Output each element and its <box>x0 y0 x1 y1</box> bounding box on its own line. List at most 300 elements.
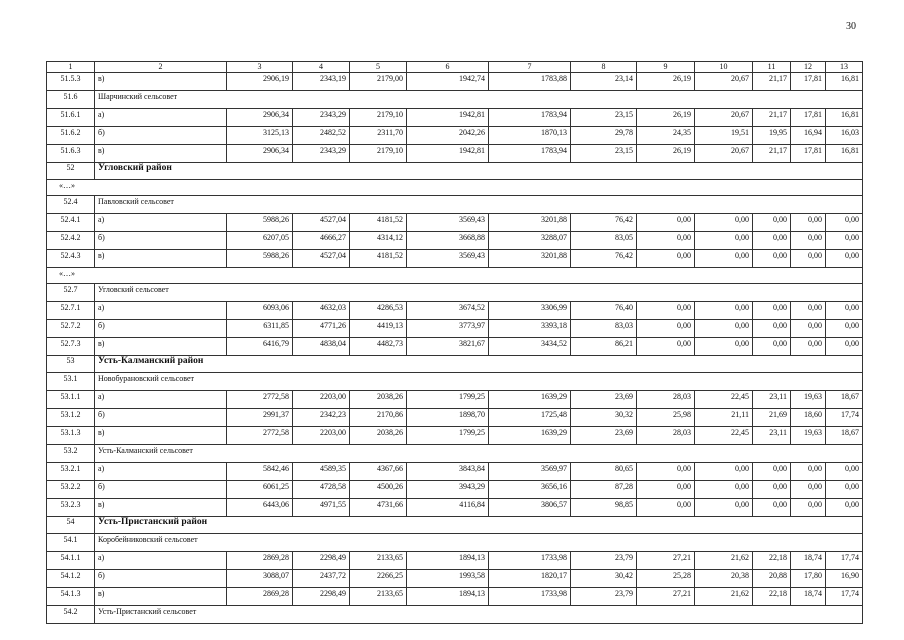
section-row <box>47 284 863 302</box>
value-cell: 2179,10 <box>350 109 407 127</box>
section-code: 54.2 <box>47 606 95 624</box>
value-cell: 18,67 <box>826 391 863 409</box>
value-cell: 27,21 <box>637 552 695 570</box>
value-cell: 16,90 <box>826 570 863 588</box>
value-cell: 21,17 <box>753 73 791 91</box>
value-cell: 0,00 <box>637 320 695 338</box>
value-cell: 21,62 <box>695 552 753 570</box>
column-header: 1 <box>47 62 95 73</box>
value-cell: 0,00 <box>791 499 826 517</box>
value-cell: 3569,43 <box>407 250 489 268</box>
value-cell: 29,78 <box>571 127 637 145</box>
value-cell: 76,42 <box>571 250 637 268</box>
value-cell: 2266,25 <box>350 570 407 588</box>
district-name: Усть-Пристанский район <box>95 517 863 534</box>
value-cell: 22,45 <box>695 391 753 409</box>
value-cell: 5988,26 <box>227 214 293 232</box>
value-cell: 0,00 <box>753 302 791 320</box>
value-cell: 21,69 <box>753 409 791 427</box>
value-cell: 16,81 <box>826 145 863 163</box>
value-cell: 28,03 <box>637 391 695 409</box>
row-code: 52.4.1 <box>47 214 95 232</box>
value-cell: 6416,79 <box>227 338 293 356</box>
value-cell: 22,18 <box>753 588 791 606</box>
table-row <box>47 109 863 127</box>
table-row <box>47 499 863 517</box>
row-label: а) <box>95 302 227 320</box>
value-cell: 17,74 <box>826 409 863 427</box>
row-label: а) <box>95 552 227 570</box>
value-cell: 0,00 <box>791 320 826 338</box>
value-cell: 0,00 <box>753 214 791 232</box>
district-code: 52 <box>47 163 95 180</box>
value-cell: 0,00 <box>695 481 753 499</box>
row-code: 52.7.2 <box>47 320 95 338</box>
value-cell: 3201,88 <box>489 250 571 268</box>
value-cell: 2906,19 <box>227 73 293 91</box>
value-cell: 4838,04 <box>293 338 350 356</box>
row-code: 53.1.2 <box>47 409 95 427</box>
value-cell: 1820,17 <box>489 570 571 588</box>
value-cell: 3393,18 <box>489 320 571 338</box>
section-name: Шарчинский сельсовет <box>95 91 863 109</box>
value-cell: 30,32 <box>571 409 637 427</box>
value-cell: 2133,65 <box>350 552 407 570</box>
table-row <box>47 232 863 250</box>
value-cell: 17,80 <box>791 570 826 588</box>
column-header: 10 <box>695 62 753 73</box>
value-cell: 28,03 <box>637 427 695 445</box>
value-cell: 19,63 <box>791 427 826 445</box>
value-cell: 23,69 <box>571 427 637 445</box>
value-cell: 87,28 <box>571 481 637 499</box>
ellipsis-row <box>47 268 863 284</box>
value-cell: 2179,10 <box>350 145 407 163</box>
value-cell: 2343,29 <box>293 145 350 163</box>
row-code: 53.1.3 <box>47 427 95 445</box>
value-cell: 3674,52 <box>407 302 489 320</box>
value-cell: 22,18 <box>753 552 791 570</box>
row-label: в) <box>95 73 227 91</box>
row-code: 52.4.3 <box>47 250 95 268</box>
value-cell: 1799,25 <box>407 427 489 445</box>
row-label: в) <box>95 499 227 517</box>
column-header: 9 <box>637 62 695 73</box>
value-cell: 4116,84 <box>407 499 489 517</box>
value-cell: 4419,13 <box>350 320 407 338</box>
value-cell: 6311,85 <box>227 320 293 338</box>
value-cell: 76,42 <box>571 214 637 232</box>
value-cell: 0,00 <box>753 338 791 356</box>
row-label: а) <box>95 109 227 127</box>
value-cell: 4666,27 <box>293 232 350 250</box>
value-cell: 0,00 <box>695 463 753 481</box>
value-cell: 86,21 <box>571 338 637 356</box>
value-cell: 16,81 <box>826 73 863 91</box>
value-cell: 0,00 <box>826 481 863 499</box>
value-cell: 2311,70 <box>350 127 407 145</box>
value-cell: 80,65 <box>571 463 637 481</box>
value-cell: 1993,58 <box>407 570 489 588</box>
row-label: б) <box>95 127 227 145</box>
value-cell: 0,00 <box>695 320 753 338</box>
value-cell: 0,00 <box>637 499 695 517</box>
value-cell: 0,00 <box>637 250 695 268</box>
row-label: в) <box>95 250 227 268</box>
value-cell: 2038,26 <box>350 391 407 409</box>
value-cell: 3806,57 <box>489 499 571 517</box>
value-cell: 0,00 <box>791 463 826 481</box>
row-code: 54.1.1 <box>47 552 95 570</box>
value-cell: 4314,12 <box>350 232 407 250</box>
value-cell: 83,05 <box>571 232 637 250</box>
row-label: в) <box>95 427 227 445</box>
value-cell: 4728,58 <box>293 481 350 499</box>
district-name: Угловский район <box>95 163 863 180</box>
section-name: Коробейниковский сельсовет <box>95 534 863 552</box>
value-cell: 2772,58 <box>227 391 293 409</box>
value-cell: 3668,88 <box>407 232 489 250</box>
section-row <box>47 373 863 391</box>
column-header: 6 <box>407 62 489 73</box>
value-cell: 6443,06 <box>227 499 293 517</box>
value-cell: 0,00 <box>753 499 791 517</box>
value-cell: 3569,43 <box>407 214 489 232</box>
value-cell: 2869,28 <box>227 588 293 606</box>
value-cell: 20,67 <box>695 109 753 127</box>
value-cell: 2133,65 <box>350 588 407 606</box>
value-cell: 23,11 <box>753 427 791 445</box>
row-code: 53.2.1 <box>47 463 95 481</box>
value-cell: 1898,70 <box>407 409 489 427</box>
value-cell: 0,00 <box>695 250 753 268</box>
header-row <box>47 62 863 73</box>
row-code: 53.2.3 <box>47 499 95 517</box>
district-name: Усть-Калманский район <box>95 356 863 373</box>
section-row <box>47 534 863 552</box>
value-cell: 0,00 <box>695 232 753 250</box>
column-header: 7 <box>489 62 571 73</box>
column-header: 3 <box>227 62 293 73</box>
value-cell: 16,94 <box>791 127 826 145</box>
row-code: 52.4.2 <box>47 232 95 250</box>
value-cell: 4731,66 <box>350 499 407 517</box>
value-cell: 24,35 <box>637 127 695 145</box>
value-cell: 0,00 <box>791 214 826 232</box>
value-cell: 2343,29 <box>293 109 350 127</box>
district-row <box>47 356 863 373</box>
value-cell: 17,81 <box>791 73 826 91</box>
value-cell: 3125,13 <box>227 127 293 145</box>
table-row <box>47 481 863 499</box>
row-code: 51.6.3 <box>47 145 95 163</box>
value-cell: 4482,73 <box>350 338 407 356</box>
section-row <box>47 606 863 624</box>
value-cell: 1942,81 <box>407 145 489 163</box>
row-label: б) <box>95 320 227 338</box>
table-row <box>47 302 863 320</box>
value-cell: 26,19 <box>637 73 695 91</box>
value-cell: 0,00 <box>826 250 863 268</box>
section-row <box>47 196 863 214</box>
value-cell: 2772,58 <box>227 427 293 445</box>
value-cell: 6093,06 <box>227 302 293 320</box>
value-cell: 20,67 <box>695 145 753 163</box>
value-cell: 2203,00 <box>293 427 350 445</box>
value-cell: 0,00 <box>791 338 826 356</box>
value-cell: 3773,97 <box>407 320 489 338</box>
value-cell: 2906,34 <box>227 145 293 163</box>
column-header: 5 <box>350 62 407 73</box>
value-cell: 3843,84 <box>407 463 489 481</box>
row-code: 51.6.1 <box>47 109 95 127</box>
value-cell: 20,38 <box>695 570 753 588</box>
value-cell: 0,00 <box>637 338 695 356</box>
table-row <box>47 463 863 481</box>
value-cell: 23,15 <box>571 109 637 127</box>
value-cell: 20,88 <box>753 570 791 588</box>
value-cell: 4181,52 <box>350 214 407 232</box>
value-cell: 27,21 <box>637 588 695 606</box>
value-cell: 2437,72 <box>293 570 350 588</box>
value-cell: 1942,81 <box>407 109 489 127</box>
value-cell: 2343,19 <box>293 73 350 91</box>
value-cell: 6207,05 <box>227 232 293 250</box>
column-header: 4 <box>293 62 350 73</box>
value-cell: 2869,28 <box>227 552 293 570</box>
row-label: в) <box>95 588 227 606</box>
value-cell: 4632,03 <box>293 302 350 320</box>
value-cell: 19,95 <box>753 127 791 145</box>
row-code: 51.6.2 <box>47 127 95 145</box>
table-row <box>47 409 863 427</box>
value-cell: 4771,26 <box>293 320 350 338</box>
value-cell: 0,00 <box>753 463 791 481</box>
column-header: 8 <box>571 62 637 73</box>
value-cell: 0,00 <box>826 232 863 250</box>
table-row <box>47 427 863 445</box>
value-cell: 4971,55 <box>293 499 350 517</box>
value-cell: 1639,29 <box>489 391 571 409</box>
value-cell: 18,67 <box>826 427 863 445</box>
tariff-table <box>46 61 863 624</box>
value-cell: 2342,23 <box>293 409 350 427</box>
value-cell: 3821,67 <box>407 338 489 356</box>
value-cell: 98,85 <box>571 499 637 517</box>
value-cell: 18,60 <box>791 409 826 427</box>
section-row <box>47 91 863 109</box>
ellipsis-text: «…» <box>47 180 863 196</box>
section-name: Новобурановский сельсовет <box>95 373 863 391</box>
value-cell: 0,00 <box>695 302 753 320</box>
value-cell: 4527,04 <box>293 214 350 232</box>
row-code: 51.5.3 <box>47 73 95 91</box>
value-cell: 0,00 <box>637 232 695 250</box>
value-cell: 21,17 <box>753 145 791 163</box>
value-cell: 3306,99 <box>489 302 571 320</box>
district-row <box>47 163 863 180</box>
value-cell: 16,81 <box>826 109 863 127</box>
value-cell: 2298,49 <box>293 552 350 570</box>
value-cell: 23,11 <box>753 391 791 409</box>
value-cell: 2906,34 <box>227 109 293 127</box>
value-cell: 3569,97 <box>489 463 571 481</box>
row-code: 52.7.1 <box>47 302 95 320</box>
value-cell: 0,00 <box>826 214 863 232</box>
value-cell: 0,00 <box>826 320 863 338</box>
section-name: Усть-Пристанский сельсовет <box>95 606 863 624</box>
value-cell: 3943,29 <box>407 481 489 499</box>
value-cell: 5988,26 <box>227 250 293 268</box>
column-header: 2 <box>95 62 227 73</box>
value-cell: 2042,26 <box>407 127 489 145</box>
value-cell: 23,79 <box>571 588 637 606</box>
row-code: 54.1.3 <box>47 588 95 606</box>
value-cell: 3201,88 <box>489 214 571 232</box>
section-code: 52.4 <box>47 196 95 214</box>
row-code: 53.1.1 <box>47 391 95 409</box>
value-cell: 0,00 <box>791 302 826 320</box>
value-cell: 0,00 <box>753 481 791 499</box>
value-cell: 4500,26 <box>350 481 407 499</box>
value-cell: 4181,52 <box>350 250 407 268</box>
row-code: 54.1.2 <box>47 570 95 588</box>
value-cell: 3434,52 <box>489 338 571 356</box>
ellipsis-row <box>47 180 863 196</box>
value-cell: 2482,52 <box>293 127 350 145</box>
value-cell: 83,03 <box>571 320 637 338</box>
column-header: 11 <box>753 62 791 73</box>
section-code: 54.1 <box>47 534 95 552</box>
value-cell: 0,00 <box>826 338 863 356</box>
table-row <box>47 391 863 409</box>
table-row <box>47 588 863 606</box>
value-cell: 6061,25 <box>227 481 293 499</box>
row-label: б) <box>95 232 227 250</box>
value-cell: 0,00 <box>753 232 791 250</box>
value-cell: 0,00 <box>791 232 826 250</box>
value-cell: 0,00 <box>753 250 791 268</box>
district-code: 54 <box>47 517 95 534</box>
row-label: б) <box>95 570 227 588</box>
value-cell: 17,74 <box>826 588 863 606</box>
value-cell: 19,63 <box>791 391 826 409</box>
value-cell: 2038,26 <box>350 427 407 445</box>
value-cell: 26,19 <box>637 145 695 163</box>
value-cell: 16,03 <box>826 127 863 145</box>
value-cell: 4589,35 <box>293 463 350 481</box>
district-row <box>47 517 863 534</box>
value-cell: 1894,13 <box>407 588 489 606</box>
value-cell: 0,00 <box>791 250 826 268</box>
row-code: 52.7.3 <box>47 338 95 356</box>
column-header: 12 <box>791 62 826 73</box>
table-row <box>47 214 863 232</box>
value-cell: 4527,04 <box>293 250 350 268</box>
table-row <box>47 145 863 163</box>
value-cell: 18,74 <box>791 552 826 570</box>
value-cell: 21,62 <box>695 588 753 606</box>
table-row <box>47 73 863 91</box>
page-number: 30 <box>846 21 856 32</box>
value-cell: 0,00 <box>695 214 753 232</box>
value-cell: 19,51 <box>695 127 753 145</box>
value-cell: 2179,00 <box>350 73 407 91</box>
value-cell: 1783,94 <box>489 145 571 163</box>
value-cell: 20,67 <box>695 73 753 91</box>
section-name: Павловский сельсовет <box>95 196 863 214</box>
table-row <box>47 552 863 570</box>
value-cell: 21,17 <box>753 109 791 127</box>
value-cell: 1870,13 <box>489 127 571 145</box>
value-cell: 1733,98 <box>489 588 571 606</box>
value-cell: 4286,53 <box>350 302 407 320</box>
value-cell: 3288,07 <box>489 232 571 250</box>
value-cell: 1783,88 <box>489 73 571 91</box>
value-cell: 1733,98 <box>489 552 571 570</box>
value-cell: 3088,07 <box>227 570 293 588</box>
value-cell: 1725,48 <box>489 409 571 427</box>
value-cell: 0,00 <box>791 481 826 499</box>
value-cell: 2298,49 <box>293 588 350 606</box>
section-code: 53.2 <box>47 445 95 463</box>
row-label: в) <box>95 145 227 163</box>
section-name: Угловский сельсовет <box>95 284 863 302</box>
section-row <box>47 445 863 463</box>
row-label: б) <box>95 481 227 499</box>
section-code: 52.7 <box>47 284 95 302</box>
value-cell: 25,98 <box>637 409 695 427</box>
value-cell: 1942,74 <box>407 73 489 91</box>
section-code: 51.6 <box>47 91 95 109</box>
row-label: б) <box>95 409 227 427</box>
section-code: 53.1 <box>47 373 95 391</box>
value-cell: 23,79 <box>571 552 637 570</box>
row-code: 53.2.2 <box>47 481 95 499</box>
value-cell: 5842,46 <box>227 463 293 481</box>
value-cell: 23,15 <box>571 145 637 163</box>
row-label: а) <box>95 391 227 409</box>
value-cell: 17,81 <box>791 109 826 127</box>
table-row <box>47 250 863 268</box>
value-cell: 2170,86 <box>350 409 407 427</box>
value-cell: 0,00 <box>637 214 695 232</box>
value-cell: 22,45 <box>695 427 753 445</box>
table-row <box>47 320 863 338</box>
value-cell: 23,14 <box>571 73 637 91</box>
value-cell: 1783,94 <box>489 109 571 127</box>
column-header: 13 <box>826 62 863 73</box>
value-cell: 0,00 <box>695 338 753 356</box>
value-cell: 76,40 <box>571 302 637 320</box>
value-cell: 2991,37 <box>227 409 293 427</box>
value-cell: 1894,13 <box>407 552 489 570</box>
value-cell: 4367,66 <box>350 463 407 481</box>
table-row <box>47 127 863 145</box>
value-cell: 1799,25 <box>407 391 489 409</box>
value-cell: 2203,00 <box>293 391 350 409</box>
value-cell: 30,42 <box>571 570 637 588</box>
value-cell: 0,00 <box>826 302 863 320</box>
value-cell: 0,00 <box>637 481 695 499</box>
value-cell: 0,00 <box>826 499 863 517</box>
value-cell: 3656,16 <box>489 481 571 499</box>
table-row <box>47 338 863 356</box>
value-cell: 18,74 <box>791 588 826 606</box>
value-cell: 0,00 <box>695 499 753 517</box>
value-cell: 17,74 <box>826 552 863 570</box>
value-cell: 0,00 <box>753 320 791 338</box>
